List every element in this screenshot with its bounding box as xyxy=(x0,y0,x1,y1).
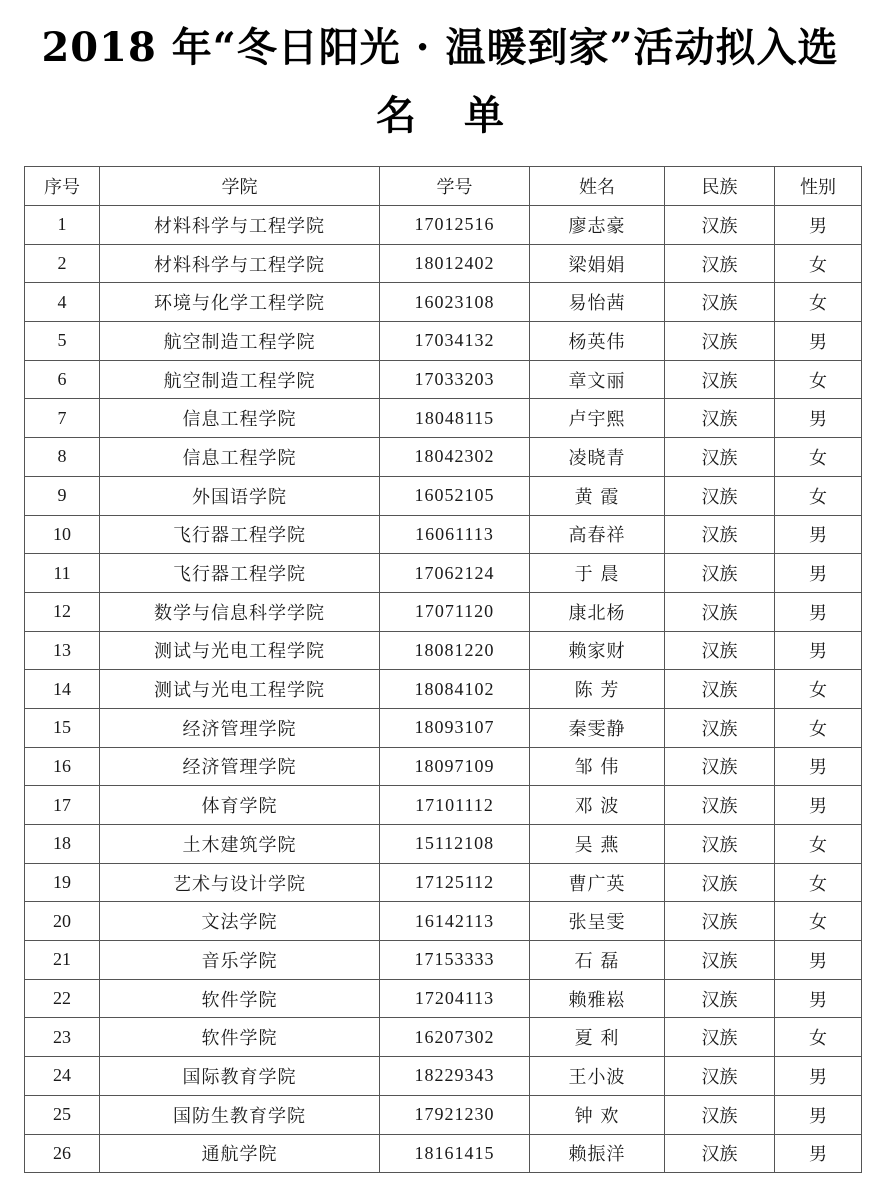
ethnicity-cell: 汉族 xyxy=(665,515,775,554)
student-id-cell: 17033203 xyxy=(380,360,530,399)
name-cell: 章文丽 xyxy=(530,360,665,399)
table-row xyxy=(25,1095,862,1134)
name-cell: 易怡茜 xyxy=(530,283,665,322)
name-cell: 卢宇熙 xyxy=(530,399,665,438)
seq-cell: 8 xyxy=(25,438,100,477)
gender-cell: 女 xyxy=(775,670,862,709)
name-cell: 赖振洋 xyxy=(530,1134,665,1173)
ethnicity-cell: 汉族 xyxy=(665,902,775,941)
table-row xyxy=(25,1057,862,1096)
college-cell: 文法学院 xyxy=(100,902,380,941)
ethnicity-cell: 汉族 xyxy=(665,941,775,980)
table-row xyxy=(25,322,862,361)
name-cell: 王小波 xyxy=(530,1057,665,1096)
ethnicity-cell: 汉族 xyxy=(665,554,775,593)
student-id-cell: 18093107 xyxy=(380,708,530,747)
table-row xyxy=(25,399,862,438)
ethnicity-cell: 汉族 xyxy=(665,1095,775,1134)
table-row xyxy=(25,941,862,980)
college-cell: 信息工程学院 xyxy=(100,438,380,477)
seq-cell: 12 xyxy=(25,592,100,631)
ethnicity-cell: 汉族 xyxy=(665,244,775,283)
table-row xyxy=(25,438,862,477)
student-id-cell: 17071120 xyxy=(380,592,530,631)
student-id-cell: 18042302 xyxy=(380,438,530,477)
seq-cell: 16 xyxy=(25,747,100,786)
name-cell: 秦雯静 xyxy=(530,708,665,747)
table-header-row xyxy=(25,167,862,206)
gender-cell: 女 xyxy=(775,360,862,399)
table-row xyxy=(25,631,862,670)
ethnicity-cell: 汉族 xyxy=(665,1018,775,1057)
student-id-cell: 18084102 xyxy=(380,670,530,709)
document-title: 2018 年“冬日阳光 · 温暖到家”活动拟入选 xyxy=(41,24,839,71)
student-id-cell: 16061113 xyxy=(380,515,530,554)
student-id-cell: 17125112 xyxy=(380,863,530,902)
seq-cell: 26 xyxy=(25,1134,100,1173)
table-row xyxy=(25,979,862,1018)
name-cell: 杨英伟 xyxy=(530,322,665,361)
college-cell: 数学与信息科学学院 xyxy=(100,592,380,631)
seq-cell: 1 xyxy=(25,206,100,245)
gender-cell: 男 xyxy=(775,554,862,593)
ethnicity-cell: 汉族 xyxy=(665,592,775,631)
seq-cell: 11 xyxy=(25,554,100,593)
name-cell: 赖雅崧 xyxy=(530,979,665,1018)
ethnicity-cell: 汉族 xyxy=(665,322,775,361)
table-row xyxy=(25,283,862,322)
table-row xyxy=(25,670,862,709)
seq-cell: 22 xyxy=(25,979,100,1018)
seq-cell: 10 xyxy=(25,515,100,554)
student-id-cell: 18161415 xyxy=(380,1134,530,1173)
college-cell: 外国语学院 xyxy=(100,476,380,515)
table-row xyxy=(25,206,862,245)
student-id-cell: 16023108 xyxy=(380,283,530,322)
seq-cell: 5 xyxy=(25,322,100,361)
ethnicity-cell: 汉族 xyxy=(665,979,775,1018)
name-cell: 张呈雯 xyxy=(530,902,665,941)
header-student-id: 学号 xyxy=(380,167,530,206)
table-row xyxy=(25,825,862,864)
gender-cell: 女 xyxy=(775,438,862,477)
college-cell: 软件学院 xyxy=(100,1018,380,1057)
name-cell: 石 磊 xyxy=(530,941,665,980)
name-cell: 邹 伟 xyxy=(530,747,665,786)
table-row xyxy=(25,863,862,902)
seq-cell: 15 xyxy=(25,708,100,747)
student-id-cell: 16052105 xyxy=(380,476,530,515)
student-id-cell: 17153333 xyxy=(380,941,530,980)
table-row xyxy=(25,902,862,941)
name-cell: 于 晨 xyxy=(530,554,665,593)
gender-cell: 男 xyxy=(775,592,862,631)
ethnicity-cell: 汉族 xyxy=(665,438,775,477)
name-cell: 陈 芳 xyxy=(530,670,665,709)
table-row xyxy=(25,554,862,593)
gender-cell: 男 xyxy=(775,747,862,786)
name-cell: 黄 霞 xyxy=(530,476,665,515)
student-id-cell: 15112108 xyxy=(380,825,530,864)
ethnicity-cell: 汉族 xyxy=(665,747,775,786)
gender-cell: 女 xyxy=(775,244,862,283)
table-body xyxy=(25,206,862,1173)
table-row xyxy=(25,1134,862,1173)
gender-cell: 男 xyxy=(775,1095,862,1134)
ethnicity-cell: 汉族 xyxy=(665,360,775,399)
seq-cell: 18 xyxy=(25,825,100,864)
college-cell: 材料科学与工程学院 xyxy=(100,206,380,245)
table-row xyxy=(25,747,862,786)
gender-cell: 男 xyxy=(775,979,862,1018)
college-cell: 环境与化学工程学院 xyxy=(100,283,380,322)
ethnicity-cell: 汉族 xyxy=(665,283,775,322)
seq-cell: 17 xyxy=(25,786,100,825)
college-cell: 测试与光电工程学院 xyxy=(100,670,380,709)
student-id-cell: 16207302 xyxy=(380,1018,530,1057)
table-row xyxy=(25,1018,862,1057)
header-college: 学院 xyxy=(100,167,380,206)
ethnicity-cell: 汉族 xyxy=(665,670,775,709)
student-id-cell: 17921230 xyxy=(380,1095,530,1134)
gender-cell: 男 xyxy=(775,1134,862,1173)
name-cell: 赖家财 xyxy=(530,631,665,670)
ethnicity-cell: 汉族 xyxy=(665,1134,775,1173)
student-id-cell: 17101112 xyxy=(380,786,530,825)
name-cell: 夏 利 xyxy=(530,1018,665,1057)
ethnicity-cell: 汉族 xyxy=(665,631,775,670)
ethnicity-cell: 汉族 xyxy=(665,399,775,438)
student-id-cell: 18048115 xyxy=(380,399,530,438)
ethnicity-cell: 汉族 xyxy=(665,786,775,825)
header-ethnicity: 民族 xyxy=(665,167,775,206)
college-cell: 体育学院 xyxy=(100,786,380,825)
ethnicity-cell: 汉族 xyxy=(665,1057,775,1096)
college-cell: 航空制造工程学院 xyxy=(100,322,380,361)
name-cell: 钟 欢 xyxy=(530,1095,665,1134)
gender-cell: 男 xyxy=(775,515,862,554)
seq-cell: 23 xyxy=(25,1018,100,1057)
seq-cell: 2 xyxy=(25,244,100,283)
name-cell: 吴 燕 xyxy=(530,825,665,864)
college-cell: 经济管理学院 xyxy=(100,747,380,786)
gender-cell: 女 xyxy=(775,708,862,747)
ethnicity-cell: 汉族 xyxy=(665,206,775,245)
header-seq: 序号 xyxy=(25,167,100,206)
college-cell: 测试与光电工程学院 xyxy=(100,631,380,670)
header-name: 姓名 xyxy=(530,167,665,206)
ethnicity-cell: 汉族 xyxy=(665,825,775,864)
table-row xyxy=(25,592,862,631)
header-gender: 性别 xyxy=(775,167,862,206)
student-id-cell: 17062124 xyxy=(380,554,530,593)
seq-cell: 21 xyxy=(25,941,100,980)
table-row xyxy=(25,708,862,747)
seq-cell: 6 xyxy=(25,360,100,399)
name-cell: 梁娟娟 xyxy=(530,244,665,283)
student-id-cell: 17204113 xyxy=(380,979,530,1018)
name-cell: 邓 波 xyxy=(530,786,665,825)
gender-cell: 女 xyxy=(775,283,862,322)
college-cell: 材料科学与工程学院 xyxy=(100,244,380,283)
gender-cell: 男 xyxy=(775,631,862,670)
college-cell: 飞行器工程学院 xyxy=(100,515,380,554)
college-cell: 国际教育学院 xyxy=(100,1057,380,1096)
seq-cell: 25 xyxy=(25,1095,100,1134)
college-cell: 音乐学院 xyxy=(100,941,380,980)
college-cell: 航空制造工程学院 xyxy=(100,360,380,399)
student-id-cell: 17012516 xyxy=(380,206,530,245)
college-cell: 软件学院 xyxy=(100,979,380,1018)
gender-cell: 男 xyxy=(775,206,862,245)
gender-cell: 女 xyxy=(775,825,862,864)
table-row xyxy=(25,786,862,825)
seq-cell: 24 xyxy=(25,1057,100,1096)
student-id-cell: 18012402 xyxy=(380,244,530,283)
ethnicity-cell: 汉族 xyxy=(665,863,775,902)
college-cell: 飞行器工程学院 xyxy=(100,554,380,593)
gender-cell: 男 xyxy=(775,1057,862,1096)
gender-cell: 男 xyxy=(775,399,862,438)
college-cell: 艺术与设计学院 xyxy=(100,863,380,902)
student-id-cell: 17034132 xyxy=(380,322,530,361)
gender-cell: 男 xyxy=(775,322,862,361)
student-id-cell: 18097109 xyxy=(380,747,530,786)
gender-cell: 女 xyxy=(775,476,862,515)
student-id-cell: 18229343 xyxy=(380,1057,530,1096)
candidate-table xyxy=(24,166,862,1173)
table-row xyxy=(25,244,862,283)
ethnicity-cell: 汉族 xyxy=(665,708,775,747)
college-cell: 土木建筑学院 xyxy=(100,825,380,864)
name-cell: 凌晓青 xyxy=(530,438,665,477)
gender-cell: 女 xyxy=(775,863,862,902)
seq-cell: 9 xyxy=(25,476,100,515)
college-cell: 信息工程学院 xyxy=(100,399,380,438)
seq-cell: 14 xyxy=(25,670,100,709)
student-id-cell: 18081220 xyxy=(380,631,530,670)
seq-cell: 7 xyxy=(25,399,100,438)
name-cell: 曹广英 xyxy=(530,863,665,902)
seq-cell: 4 xyxy=(25,283,100,322)
gender-cell: 女 xyxy=(775,1018,862,1057)
gender-cell: 女 xyxy=(775,902,862,941)
table-row xyxy=(25,476,862,515)
seq-cell: 13 xyxy=(25,631,100,670)
ethnicity-cell: 汉族 xyxy=(665,476,775,515)
college-cell: 国防生教育学院 xyxy=(100,1095,380,1134)
document-subtitle: 名单 xyxy=(376,92,552,139)
college-cell: 通航学院 xyxy=(100,1134,380,1173)
gender-cell: 男 xyxy=(775,941,862,980)
table-row xyxy=(25,515,862,554)
name-cell: 高春祥 xyxy=(530,515,665,554)
gender-cell: 男 xyxy=(775,786,862,825)
table-row xyxy=(25,360,862,399)
seq-cell: 20 xyxy=(25,902,100,941)
seq-cell: 19 xyxy=(25,863,100,902)
college-cell: 经济管理学院 xyxy=(100,708,380,747)
name-cell: 康北杨 xyxy=(530,592,665,631)
student-id-cell: 16142113 xyxy=(380,902,530,941)
name-cell: 廖志豪 xyxy=(530,206,665,245)
